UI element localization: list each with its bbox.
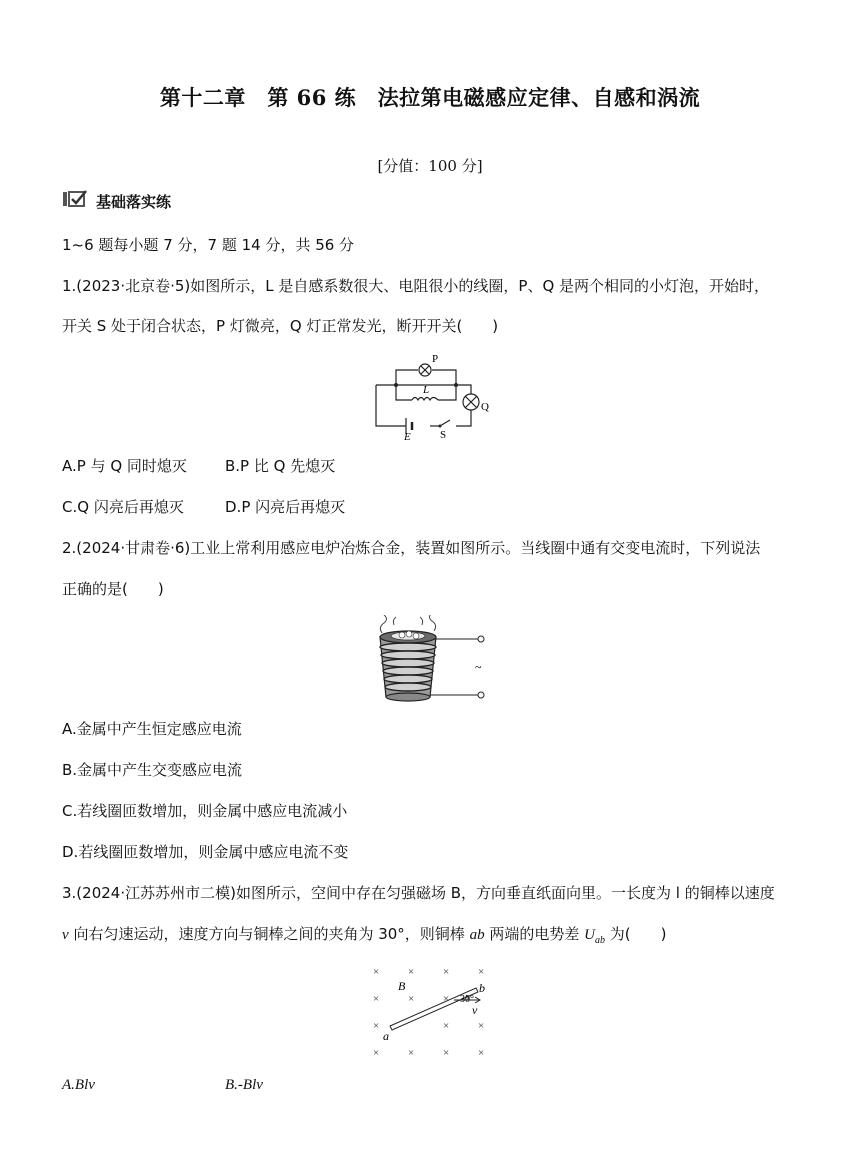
q3-stem-line1: 3.(2024·江苏苏州市二模)如图所示，空间中存在匀强磁场 B，方向垂直纸面向里。一长度为 l 的铜棒以速度 xyxy=(62,884,775,902)
q2-stem-line2: 正确的是( ) xyxy=(62,580,164,598)
label-s: S xyxy=(440,429,447,441)
q3-magnetic-field-diagram xyxy=(368,962,493,1062)
field-cross: × xyxy=(478,966,485,978)
label-b: b xyxy=(479,981,485,995)
label-l: L xyxy=(423,384,430,396)
label-b-field: B xyxy=(398,979,406,993)
label-e: E xyxy=(404,431,411,443)
q1-stem-line2: 开关 S 处于闭合状态，P 灯微亮，Q 灯正常发光，断开开关( ) xyxy=(62,317,499,335)
field-cross: × xyxy=(478,1047,485,1059)
q2-option-c[interactable]: C.若线圈匝数增加，则金属中感应电流减小 xyxy=(62,802,348,820)
field-cross: × xyxy=(373,966,380,978)
q2-option-a[interactable]: A.金属中产生恒定感应电流 xyxy=(62,720,242,738)
section-header xyxy=(62,190,171,212)
label-q: Q xyxy=(481,401,489,413)
label-v: v xyxy=(472,1003,478,1017)
field-cross: × xyxy=(373,1020,380,1032)
velocity-symbol: v xyxy=(62,927,69,943)
label-angle: 30° xyxy=(460,994,474,1005)
field-cross: × xyxy=(373,1047,380,1059)
field-cross: × xyxy=(443,1020,450,1032)
field-cross: × xyxy=(408,993,415,1005)
q2-option-b[interactable]: B.金属中产生交变感应电流 xyxy=(62,761,243,779)
q3-option-a[interactable]: A.Blv xyxy=(62,1077,95,1093)
ac-symbol: ~ xyxy=(475,660,482,674)
field-cross: × xyxy=(478,1020,485,1032)
q3-stem-line2: v 向右匀速运动，速度方向与铜棒之间的夹角为 30°，则铜棒 ab 两端的电势差 $U_{ab}$ 为( ) xyxy=(62,925,667,946)
section-label: 基础落实练 xyxy=(96,192,172,211)
field-cross: × xyxy=(373,993,380,1005)
field-cross: × xyxy=(443,993,450,1005)
q2-stem-line1: 2.(2024·甘肃卷·6)工业上常利用感应电炉冶炼合金，装置如图所示。当线圈中通有交变电流时，下列说法 xyxy=(62,539,761,557)
q1-circuit-diagram xyxy=(370,348,495,443)
label-p: P xyxy=(432,353,439,365)
q1-option-c[interactable]: C.Q 闪亮后再熄灭 xyxy=(62,498,184,516)
field-cross: × xyxy=(408,1047,415,1059)
scoring-note: 1~6 题每小题 7 分，7 题 14 分，共 56 分 xyxy=(62,236,355,254)
q3-option-b[interactable]: B.-Blv xyxy=(225,1077,263,1093)
q1-option-d[interactable]: D.P 闪亮后再熄灭 xyxy=(225,498,346,516)
q1-option-b[interactable]: B.P 比 Q 先熄灭 xyxy=(225,457,336,475)
score-label: [分值：100 分] xyxy=(377,157,483,175)
q1-stem-line1: 1.(2023·北京卷·5)如图所示，L 是自感系数很大、电阻很小的线圈，P、Q 是两个相同的小灯泡，开始时， xyxy=(62,277,770,295)
page-title: 第十二章 第 66 练 法拉第电磁感应定律、自感和涡流 xyxy=(159,85,701,110)
checkbox-icon xyxy=(62,190,88,212)
label-a: a xyxy=(383,1029,389,1043)
field-cross: × xyxy=(443,1047,450,1059)
q1-option-a[interactable]: A.P 与 Q 同时熄灭 xyxy=(62,457,187,475)
q2-induction-furnace-diagram xyxy=(372,615,492,710)
q2-option-d[interactable]: D.若线圈匝数增加，则金属中感应电流不变 xyxy=(62,843,349,861)
field-cross: × xyxy=(443,966,450,978)
field-cross: × xyxy=(408,966,415,978)
